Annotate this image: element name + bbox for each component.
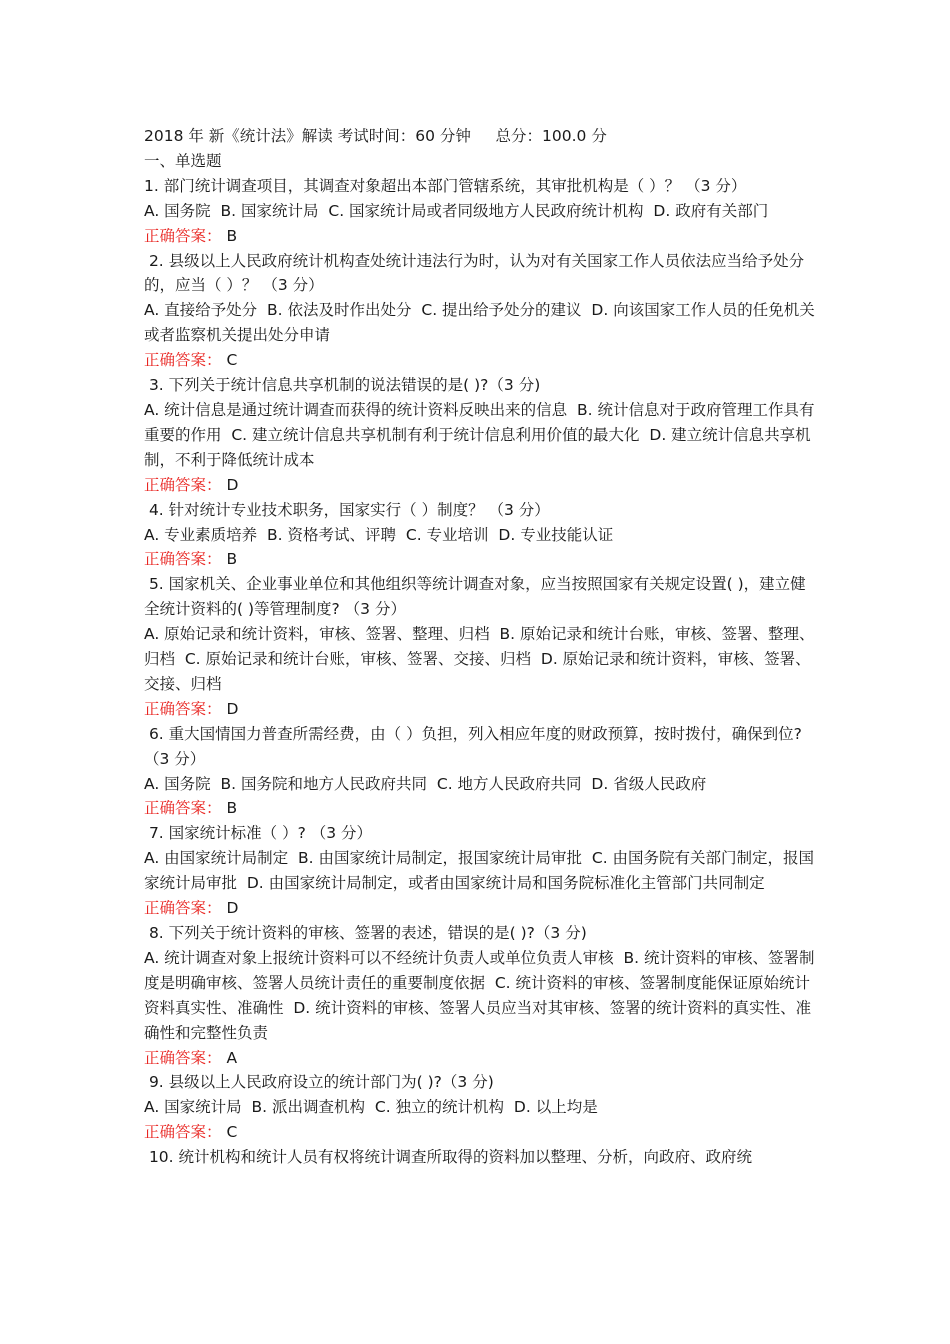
question-block	[144, 821, 820, 921]
answer-label: 正确答案：	[144, 550, 222, 569]
exam-title-line: 2018 年 新《统计法》解读 考试时间：60 分钟 总分：100.0 分	[144, 127, 607, 145]
answer-row	[144, 224, 820, 249]
answer-row	[144, 1046, 820, 1071]
answer-row	[144, 697, 820, 722]
question-text: 3. 下列关于统计信息共享机制的说法错误的是( )?（3 分)	[144, 376, 541, 395]
answer-row	[144, 547, 820, 572]
answer-label: 正确答案：	[144, 1048, 222, 1067]
answer-value: B	[226, 799, 238, 818]
answer-value: D	[226, 899, 239, 918]
question-text: 2. 县级以上人民政府统计机构查处统计违法行为时，认为对有关国家工作人员依法应当给予处分的，应当（ ）？ （3 分）	[144, 251, 805, 295]
answer-value: D	[226, 475, 239, 494]
answer-label: 正确答案：	[144, 799, 222, 818]
answer-label: 正确答案：	[144, 226, 222, 245]
question-block	[144, 1145, 820, 1170]
answer-label: 正确答案：	[144, 1123, 222, 1142]
question-text: 9. 县级以上人民政府设立的统计部门为( )?（3 分)	[144, 1073, 494, 1092]
question-text: 10. 统计机构和统计人员有权将统计调查所取得的资料加以整理、分析，向政府、政府统	[144, 1148, 753, 1167]
question-text: 8. 下列关于统计资料的审核、签署的表述，错误的是( )?（3 分)	[144, 924, 587, 942]
question-block	[144, 921, 820, 1070]
answer-row	[144, 796, 820, 821]
question-text: 6. 重大国情国力普查所需经费，由（ ）负担，列入相应年度的财政预算，按时拨付，确保到位? （3 分）	[144, 724, 807, 768]
question-block	[144, 1070, 820, 1145]
answer-row	[144, 348, 820, 373]
question-options: A. 国家统计局 B. 派出调查机构 C. 独立的统计机构 D. 以上均是	[144, 1098, 598, 1117]
exam-document	[144, 124, 820, 1170]
answer-value: C	[226, 1123, 238, 1142]
question-options: A. 由国家统计局制定 B. 由国家统计局制定，报国家统计局审批 C. 由国务院有关部门制定，报国家统计局审批 D. 由国家统计局制定，或者由国家统计局和国务院标准化主管部门共同制定	[144, 849, 815, 893]
answer-row	[144, 1120, 820, 1145]
question-options: A. 国务院 B. 国家统计局 C. 国家统计局或者同级地方人民政府统计机构 D. 政府有关部门	[144, 201, 769, 220]
question-text: 4. 针对统计专业技术职务，国家实行（ ）制度？ （3 分）	[144, 500, 550, 519]
answer-label: 正确答案：	[144, 475, 222, 494]
answer-value: B	[226, 550, 238, 569]
question-text: 1. 部门统计调查项目，其调查对象超出本部门管辖系统，其审批机构是（ ）？ （3 分）	[144, 176, 747, 195]
question-block	[144, 174, 820, 249]
answer-row	[144, 473, 820, 498]
question-options: A. 国务院 B. 国务院和地方人民政府共同 C. 地方人民政府共同 D. 省级人民政府	[144, 774, 707, 793]
question-options: A. 统计信息是通过统计调查而获得的统计资料反映出来的信息 B. 统计信息对于政府管理工作具有重要的作用 C. 建立统计信息共享机制有利于统计信息利用价值的最大化 D. 建立统计信息共享机制，不利于降低统计成本	[144, 400, 815, 469]
answer-label: 正确答案：	[144, 899, 222, 918]
answer-row	[144, 896, 820, 921]
question-block	[144, 498, 820, 573]
answer-value: D	[226, 699, 239, 718]
answer-value: A	[226, 1048, 238, 1067]
answer-value: C	[226, 351, 238, 370]
question-text: 5. 国家机关、企业事业单位和其他组织等统计调查对象，应当按照国家有关规定设置( )，建立健全统计资料的( )等管理制度? （3 分）	[144, 575, 806, 619]
question-options: A. 统计调查对象上报统计资料可以不经统计负责人或单位负责人审核 B. 统计资料的审核、签署制度是明确审核、签署人员统计责任的重要制度依据 C. 统计资料的审核、签署制度能保证原始统计资料真实性、准确性 D. 统计资料的审核、签署人员应当对其审核、签署的统计资料的真实性、准确性和完整性负责	[144, 948, 815, 1042]
question-block	[144, 249, 820, 374]
question-block	[144, 572, 820, 721]
question-block	[144, 373, 820, 498]
answer-label: 正确答案：	[144, 351, 222, 370]
question-text: 7. 国家统计标准（ ）? （3 分）	[144, 824, 373, 843]
question-options: A. 原始记录和统计资料，审核、签署、整理、归档 B. 原始记录和统计台账，审核、签署、整理、归档 C. 原始记录和统计台账，审核、签署、交接、归档 D. 原始记录和统计资料，审核、签署、交接、归档	[144, 625, 815, 693]
answer-label: 正确答案：	[144, 699, 222, 718]
question-options: A. 专业素质培养 B. 资格考试、评聘 C. 专业培训 D. 专业技能认证	[144, 525, 614, 544]
question-block	[144, 722, 820, 822]
section-heading: 一、单选题	[144, 151, 222, 170]
question-options: A. 直接给予处分 B. 依法及时作出处分 C. 提出给予处分的建议 D. 向该国家工作人员的任免机关或者监察机关提出处分申请	[144, 301, 815, 345]
answer-value: B	[226, 226, 238, 245]
